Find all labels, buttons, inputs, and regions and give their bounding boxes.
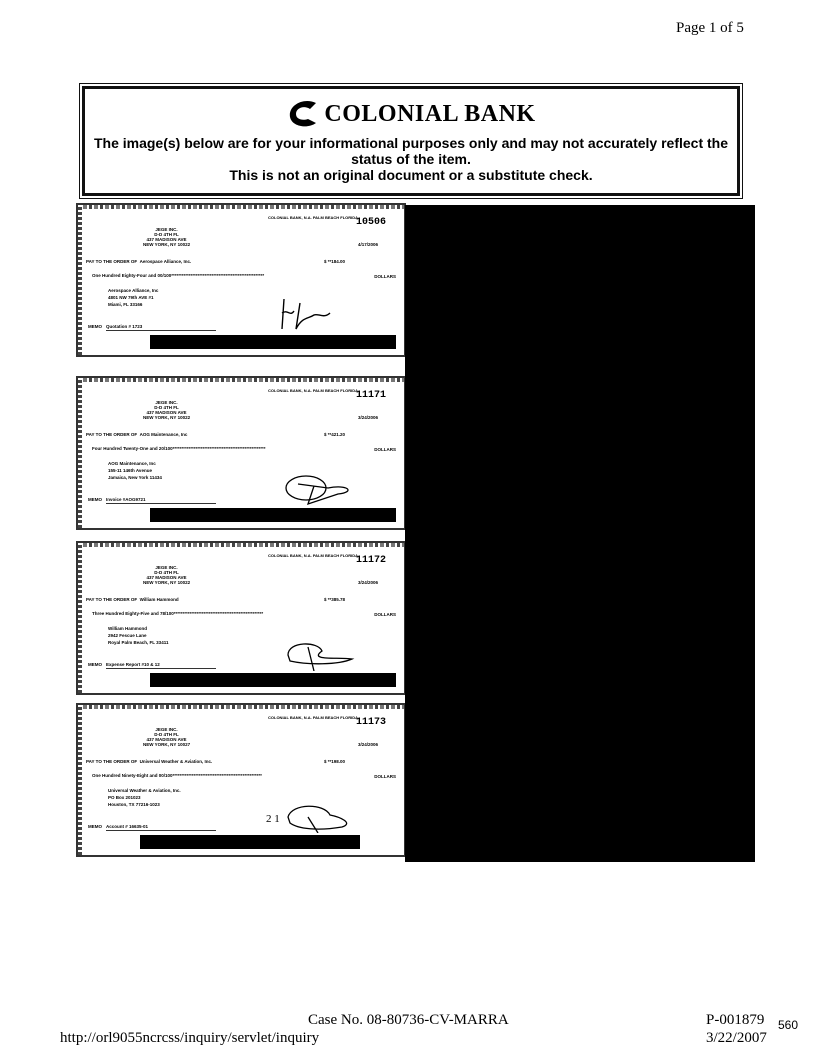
address-line: Universal Weather & Aviation, Inc.	[108, 788, 181, 793]
check-border-strip	[78, 543, 82, 693]
check-company	[143, 727, 190, 747]
check-bank: COLONIAL BANK, N.A. PALM BEACH FLORIDA	[268, 388, 359, 393]
check-payee-row	[86, 597, 286, 602]
check-border-strip	[78, 705, 404, 709]
dollars-label: DOLLARS	[374, 774, 396, 779]
address-line: PO Box 201023	[108, 795, 141, 800]
address-line: Miami, FL 33166	[108, 302, 143, 307]
check-amount-words: One Hundred Eighty-Four and 00/100*****************************************************	[92, 273, 265, 278]
check-payee: Universal Weather & Aviation, Inc.	[139, 759, 213, 764]
check-memo	[88, 496, 216, 504]
company-line: 437 MADISON AVE	[146, 237, 187, 242]
company-line: D-D 4TH FL	[154, 570, 179, 575]
memo-label: MEMO	[88, 662, 102, 667]
check-image	[76, 203, 406, 357]
check-amount: $ **184.00	[324, 259, 346, 264]
address-line: William Hammond	[108, 626, 147, 631]
signature	[278, 631, 358, 671]
check-number: 11172	[355, 555, 386, 566]
memo-text: Expense Report #10 & 12	[106, 661, 216, 669]
signature	[278, 293, 358, 333]
company-line: NEW YORK, NY 10022	[143, 415, 191, 420]
bank-logo-icon	[286, 99, 320, 129]
dollars-label: DOLLARS	[374, 612, 396, 617]
memo-text: Invoice #AOG9721	[106, 496, 216, 504]
redaction-bar	[150, 335, 396, 349]
payee-address	[108, 287, 158, 308]
address-line: 155-11 146th Avenue	[108, 468, 152, 473]
notice-text: The image(s) below are for your informational purposes only and may not accurately reflect the status of the item.	[93, 135, 729, 167]
check-border-strip	[78, 205, 82, 355]
check-company	[143, 227, 190, 247]
signature	[278, 466, 358, 506]
check-bank: COLONIAL BANK, N.A. PALM BEACH FLORIDA	[268, 715, 359, 720]
check-border-strip	[78, 705, 82, 855]
signature	[278, 793, 358, 833]
check-border-strip	[78, 543, 404, 547]
check-date: 3/24/2006	[357, 580, 378, 585]
address-line: AOG Maintenance, Inc	[108, 461, 156, 466]
check-border-strip	[78, 378, 82, 528]
company-line: JEGE INC.	[155, 565, 178, 570]
company-line: 437 MADISON AVE	[146, 575, 187, 580]
address-line: Jamaica, New York 11434	[108, 475, 162, 480]
bank-name: COLONIAL BANK	[324, 100, 536, 127]
check-amount: $ **198.00	[324, 759, 346, 764]
company-line: NEW YORK, NY 10027	[143, 742, 191, 747]
company-line: D-D 4TH FL	[154, 405, 179, 410]
check-date: 3/24/2006	[357, 742, 378, 747]
check-border-strip	[78, 378, 404, 382]
check-payee-row	[86, 259, 286, 264]
check-payee-row	[86, 432, 286, 437]
page-stamp: 560	[778, 1018, 799, 1032]
check-image	[76, 376, 406, 530]
check-payee: AOG Maintenance, Inc	[139, 432, 188, 437]
check-image	[76, 541, 406, 695]
company-line: JEGE INC.	[155, 400, 178, 405]
bates-number: P-001879	[706, 1012, 765, 1028]
address-line: Houston, TX 77216-1023	[108, 802, 160, 807]
check-border-strip	[78, 205, 404, 209]
footer-url: http://orl9055ncrcss/inquiry/servlet/inquiry	[60, 1030, 320, 1046]
memo-label: MEMO	[88, 324, 102, 329]
redaction-bar	[140, 835, 360, 849]
pay-to-label: PAY TO THE ORDER OF	[86, 759, 138, 764]
address-line: 2942 Fescue Lane	[108, 633, 147, 638]
check-amount: $ **421.20	[324, 432, 346, 437]
check-number: 10506	[355, 217, 386, 228]
address-line: Aerospace Alliance, Inc	[108, 288, 159, 293]
address-line: Royal Palm Beach, FL 33411	[108, 640, 169, 645]
memo-text: Quotation # 1723	[106, 323, 216, 331]
check-amount-words: One Hundred Ninety-Eight and 00/100***************************************************	[92, 773, 262, 778]
dollars-label: DOLLARS	[374, 274, 396, 279]
company-line: 437 MADISON AVE	[146, 410, 187, 415]
bank-notice-box	[82, 86, 740, 196]
redaction-bar	[150, 673, 396, 687]
bank-logo	[85, 99, 737, 129]
check-amount: $ **385.78	[324, 597, 346, 602]
notice-disclaimer: This is not an original document or a substitute check.	[229, 167, 593, 183]
check-company	[143, 565, 190, 585]
check-payee: Aerospace Alliance, Inc.	[139, 259, 192, 264]
company-line: NEW YORK, NY 10022	[143, 242, 191, 247]
page-number: Page 1 of 5	[676, 20, 744, 36]
handwritten-note: 2 1	[266, 813, 280, 825]
check-memo	[88, 661, 216, 669]
case-number: Case No. 08-80736-CV-MARRA	[308, 1012, 509, 1028]
memo-text: Account # 16635-01	[106, 823, 216, 831]
company-line: NEW YORK, NY 10022	[143, 580, 191, 585]
pay-to-label: PAY TO THE ORDER OF	[86, 432, 138, 437]
company-line: D-D 4TH FL	[154, 732, 179, 737]
company-line: JEGE INC.	[155, 727, 178, 732]
payee-address	[108, 787, 181, 808]
footer-date: 3/22/2007	[706, 1030, 767, 1046]
company-line: D-D 4TH FL	[154, 232, 179, 237]
company-line: JEGE INC.	[155, 227, 178, 232]
check-memo	[88, 823, 216, 831]
check-payee-row	[86, 759, 286, 764]
address-line: 4801 NW 79th AVE #1	[108, 295, 154, 300]
company-line: 437 MADISON AVE	[146, 737, 187, 742]
redaction-block	[405, 205, 755, 862]
pay-to-label: PAY TO THE ORDER OF	[86, 259, 138, 264]
check-bank: COLONIAL BANK, N.A. PALM BEACH FLORIDA	[268, 215, 359, 220]
check-image	[76, 703, 406, 857]
check-memo	[88, 323, 216, 331]
check-company	[143, 400, 190, 420]
redaction-bar	[150, 508, 396, 522]
memo-label: MEMO	[88, 824, 102, 829]
memo-label: MEMO	[88, 497, 102, 502]
dollars-label: DOLLARS	[374, 447, 396, 452]
check-number: 11173	[355, 717, 386, 728]
check-amount-words: Three Hundred Eighty-Five and 78/100***************************************************	[92, 611, 264, 616]
check-date: 3/24/2006	[357, 415, 378, 420]
check-amount-words: Four Hundred Twenty-One and 20/100*****************************************************	[92, 446, 266, 451]
check-date: 4/17/2006	[357, 242, 378, 247]
check-bank: COLONIAL BANK, N.A. PALM BEACH FLORIDA	[268, 553, 359, 558]
payee-address	[108, 460, 162, 481]
pay-to-label: PAY TO THE ORDER OF	[86, 597, 138, 602]
check-payee: William Hammond	[139, 597, 179, 602]
check-number: 11171	[355, 390, 386, 401]
payee-address	[108, 625, 168, 646]
